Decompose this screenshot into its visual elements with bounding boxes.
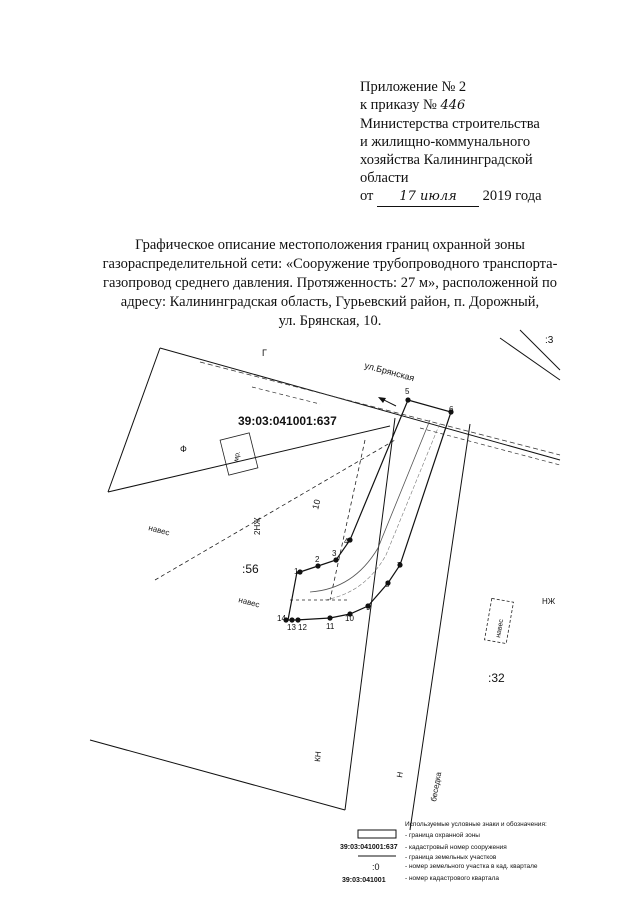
gas-pipe-line-2 [325, 423, 440, 600]
turning-point-13 [289, 617, 294, 622]
title-line-4: адресу: Калининградская область, Гурьевский район, п. Дорожный, [120, 294, 540, 310]
parcel-boundary-east [410, 424, 470, 830]
turning-point-2 [315, 563, 320, 568]
point-label-14: 14 [277, 614, 286, 623]
point-label-10: 10 [345, 614, 354, 623]
ministry-line-4: области [360, 170, 409, 186]
legend-item1: - граница охранной зоны [405, 832, 480, 839]
turning-point-5 [405, 397, 410, 402]
parcel-boundary-56-top [108, 426, 390, 492]
label-kaves-1: навес [147, 523, 171, 538]
point-label-7: 7 [397, 561, 402, 570]
legend [340, 820, 547, 884]
point-label-11: 11 [326, 622, 335, 631]
label-besedka: беседка [429, 771, 444, 803]
legend-sample-parcel: :0 [372, 862, 380, 872]
title-line-3: газопровод среднего давления. Протяженность: 27 м», расположенной по [103, 275, 557, 291]
parcel-boundary-south [90, 740, 345, 810]
label-n: Н [395, 771, 405, 779]
top-right-corner-line-2 [520, 330, 560, 370]
order-number-handwritten: 446 [440, 98, 466, 113]
legend-heading: Используемые условные знаки и обозначения: [405, 821, 547, 828]
building-line-b [330, 440, 365, 600]
label-kn-bottom: КН [313, 750, 323, 763]
building-line-a [155, 440, 395, 580]
legend-sample-cadastral: 39:03:041001:637 [340, 844, 398, 851]
title-line-5: ул. Брянская, 10. [278, 313, 382, 329]
point-label-1: 1 [294, 567, 299, 576]
cadastral-number-label: 39:03:041001:637 [238, 414, 337, 428]
turning-point-3 [333, 557, 338, 562]
map-labels [147, 335, 555, 802]
label-mr: мр. [233, 450, 242, 463]
legend-zone-swatch [358, 830, 396, 838]
direction-arrow-head [378, 397, 386, 403]
parcel-top-right-label: :3 [545, 335, 554, 346]
street-edge-3 [420, 428, 560, 465]
point-label-12: 12 [298, 623, 307, 632]
gas-pipe-line [310, 420, 430, 592]
point-label-9: 9 [366, 603, 371, 612]
turning-point-11 [327, 615, 332, 620]
buildings [155, 433, 513, 644]
label-kaves-2: навес [237, 595, 261, 610]
protected-zone-boundary [288, 400, 451, 620]
legend-sample-quarter: 39:03:041001 [342, 877, 386, 884]
point-label-2: 2 [315, 555, 320, 564]
point-label-6: 6 [449, 405, 454, 414]
point-label-13: 13 [287, 623, 296, 632]
street-north-boundary [160, 348, 560, 460]
label-nzh-right: НЖ [542, 597, 556, 606]
appendix-line: Приложение № 2 [360, 79, 467, 95]
legend-item4: - номер земельного участка в кад. квартале [405, 863, 538, 870]
label-phi: Ф [180, 444, 187, 454]
point-label-8: 8 [385, 580, 390, 589]
ministry-line: Министерства строительства [360, 116, 540, 132]
label-kaves-box: навес [495, 618, 506, 639]
label-10: 10 [310, 498, 323, 511]
legend-item3: - граница земельных участков [405, 854, 497, 861]
parcel-32-label: :32 [488, 671, 505, 685]
order-line: к приказу № 446 [360, 97, 466, 113]
title-line-2: газораспределительной сети: «Сооружение трубопроводного транспорта- [102, 256, 558, 272]
label-2nzh: 2НЖ [253, 517, 262, 535]
street-edge [200, 362, 560, 455]
parcel-west-boundary [108, 348, 160, 492]
label-g: Г [262, 348, 267, 358]
parcel-56-label: :56 [242, 562, 259, 576]
date-line: от 17 июля 2019 года [360, 187, 542, 207]
ministry-line-3: хозяйства Калининградской [360, 152, 533, 168]
point-label-4: 4 [344, 537, 349, 546]
title-line-1: Графическое описание местоположения границ охранной зоны [135, 237, 525, 253]
street-label: ул.Брянская [363, 360, 416, 384]
legend-item2: - кадастровый номер сооружения [405, 844, 507, 851]
point-label-3: 3 [332, 549, 337, 558]
point-label-5: 5 [405, 387, 410, 396]
parcel-boundaries [90, 330, 560, 830]
date-handwritten: 17 июля [377, 188, 479, 207]
ministry-line-2: и жилищно-коммунального [360, 134, 531, 150]
turning-point-12 [295, 617, 300, 622]
legend-item5: - номер кадастрового квартала [405, 875, 500, 882]
